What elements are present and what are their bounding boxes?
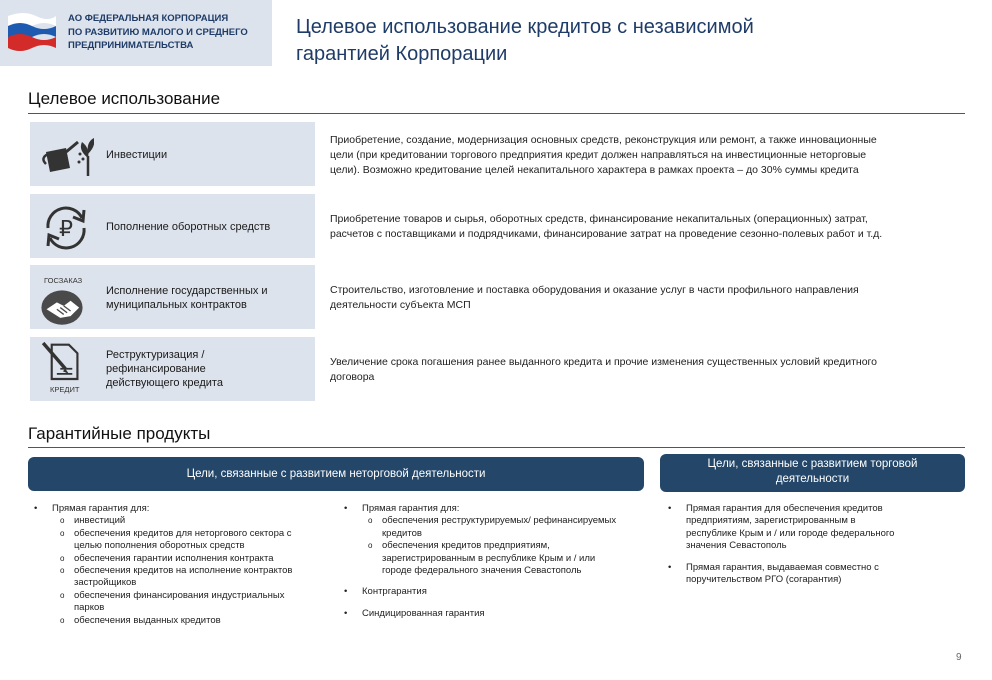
logo-text: АО ФЕДЕРАЛЬНАЯ КОРПОРАЦИЯ ПО РАЗВИТИЮ МАЛОГО И СРЕДНЕГО ПРЕДПРИНИМАТЕЛЬСТВА <box>68 13 248 51</box>
purpose-row-working-capital <box>30 194 315 258</box>
banner-nontrade-goals: Цели, связанные с развитием неторговой деятельности <box>28 457 644 491</box>
list-item: • Прямая гарантия, выдаваемая совместно с поручительством РГО (согарантия) <box>662 562 967 587</box>
list-item: • Контргарантия <box>338 586 656 598</box>
logo-block <box>0 0 272 66</box>
svg-text:₽: ₽ <box>59 216 73 241</box>
sub-item: o обеспечения гарантии исполнения контракта <box>60 553 348 565</box>
page-title: Целевое использование кредитов с независимой гарантией Корпорации <box>296 16 754 65</box>
row-label: Реструктуризация / рефинансирование действующего кредита <box>106 349 223 389</box>
sub-item: o обеспечения кредитов для неторгового сектора с целью пополнения оборотных средств <box>60 528 348 553</box>
row-description: Строительство, изготовление и поставка оборудования и оказание услуг в части профильного направления деятельности субъекта МСП <box>330 284 859 311</box>
row-description: Приобретение товаров и сырья, оборотных средств, финансирование некапитальных (операционных) затрат, расчетов с поставщиками и подрядчиками, финансирование затрат на проведение сезонно-полевых работ и т.д. <box>330 213 883 240</box>
sub-item: o обеспечения реструктурируемых/ рефинансируемых кредитов <box>368 515 656 540</box>
ruble-cycle-icon <box>38 200 94 256</box>
row-description: Увеличение срока погашения ранее выданного кредита и прочие изменения существенных условий кредитного договора <box>330 356 877 383</box>
guarantee-column-3 <box>662 503 967 586</box>
russian-flag-logo-icon <box>6 10 58 54</box>
row-description: Приобретение, создание, модернизация основных средств, реконструкция или ремонт, а также инновационные цели (при кредитовании торгового предприятия кредит должен направляться на инвестиционные неторговые цели). Возможно кредитование целей некапитального характера в рамках проекта – до 30% суммы кредита <box>330 134 877 176</box>
list-item: • Прямая гарантия для обеспечения кредитов предприятиям, зарегистрированным в республике Крым и / или городе федерального значения Севастополь <box>662 503 967 553</box>
credit-tag: КРЕДИТ <box>50 385 80 394</box>
row-label: Пополнение оборотных средств <box>106 221 271 233</box>
section-divider <box>28 113 965 114</box>
section-divider <box>28 447 965 448</box>
list-item: • Синдицированная гарантия <box>338 608 656 620</box>
goszakaz-tag: ГОСЗАКАЗ <box>44 276 83 285</box>
purpose-row-state-contracts <box>30 265 315 329</box>
guarantee-column-2 <box>338 503 656 620</box>
watering-can-plant-icon <box>38 128 94 184</box>
sub-item: o обеспечения выданных кредитов <box>60 615 348 627</box>
sub-item: o инвестиций <box>60 515 348 527</box>
section-heading-purpose: Целевое использование <box>28 89 221 108</box>
row-label: Исполнение государственных и муниципальных контрактов <box>106 285 268 311</box>
list-item: • Прямая гарантия для: o обеспечения реструктурируемых/ рефинансируемых кредитов o обеспечения кредитов предприятиям, зарегистрированным в республике Крым и / или городе федерального значения Севастополь <box>338 503 656 577</box>
sub-item: o обеспечения финансирования индустриальных парков <box>60 590 348 615</box>
sub-item: o обеспечения кредитов на исполнение контрактов застройщиков <box>60 565 348 590</box>
banner-trade-goals: Цели, связанные с развитием торговой деятельности <box>660 454 965 492</box>
handshake-icon <box>38 283 86 327</box>
guarantee-column-1 <box>28 503 348 627</box>
document-pen-icon <box>38 339 86 383</box>
purpose-row-investments <box>30 122 315 186</box>
purpose-row-restructuring <box>30 337 315 401</box>
row-label: Инвестиции <box>106 149 168 161</box>
sub-item: o обеспечения кредитов предприятиям, зарегистрированным в республике Крым и / или городе федерального значения Севастополь <box>368 540 656 577</box>
page-number: 9 <box>956 652 962 663</box>
list-item: • Прямая гарантия для: o инвестиций o обеспечения кредитов для неторгового сектора с целью пополнения оборотных средств o обеспечения гарантии исполнения контракта o обеспечения кредитов на исполнение контрактов застройщиков o обеспечения финансирования индустриальных парков o обеспечения выданных кредитов <box>28 503 348 627</box>
section-heading-guarantee: Гарантийные продукты <box>28 424 211 443</box>
